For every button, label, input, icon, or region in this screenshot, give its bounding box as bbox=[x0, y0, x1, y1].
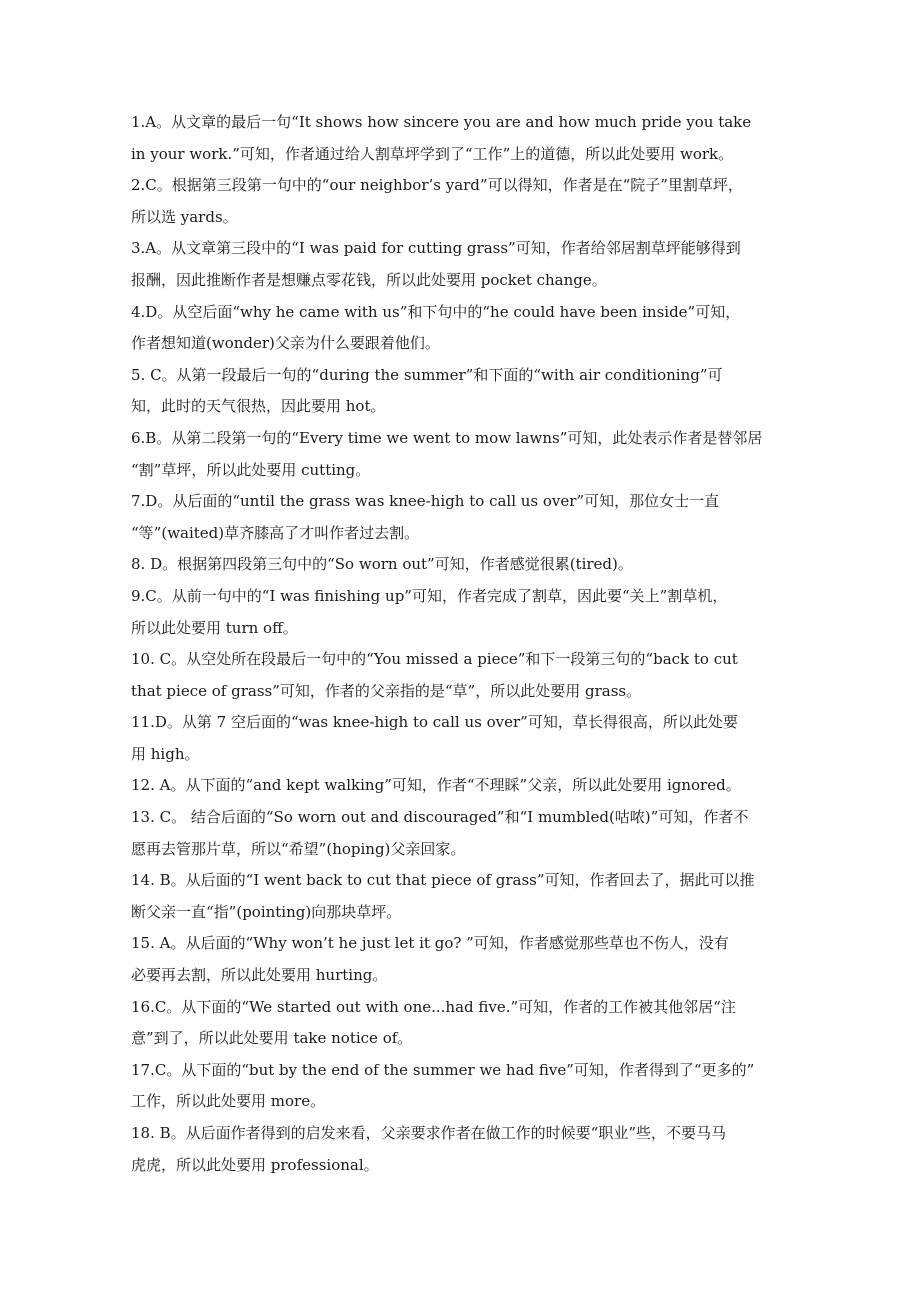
text-line: 作者想知道(wonder)父亲为什么要跟着他们。 bbox=[131, 334, 440, 353]
text-line: 13. C。 结合后面的“So worn out and discouraged”和“I mumbled(咕哝)”可知，作者不 bbox=[131, 808, 749, 827]
text-line: 虎虎，所以此处要用 professional。 bbox=[131, 1155, 379, 1174]
text-line: 愿再去管那片草，所以“希望”(hoping)父亲回家。 bbox=[131, 839, 466, 858]
text-line: “等”(waited)草齐膝高了才叫作者过去割。 bbox=[131, 523, 420, 542]
text-line: 所以此处要用 turn off。 bbox=[131, 618, 298, 637]
text-line: 4.D。从空后面“why he came with us”和下句中的“he could have been inside”可知， bbox=[131, 302, 741, 321]
text-line: 3.A。从文章第三段中的“I was paid for cutting grass”可知，作者给邻居割草坪能够得到 bbox=[131, 239, 741, 258]
text-line: 意”到了，所以此处要用 take notice of。 bbox=[131, 1029, 413, 1048]
text-line: 6.B。从第二段第一句的“Every time we went to mow lawns”可知，此处表示作者是替邻居 bbox=[131, 428, 763, 447]
text-line: 16.C。从下面的“We started out with one...had five.”可知，作者的工作被其他邻居“注 bbox=[131, 997, 736, 1016]
text-line: in your work.”可知，作者通过给人割草坪学到了“工作”上的道德，所以此处要用 work。 bbox=[131, 144, 734, 163]
text-line: 8. D。根据第四段第三句中的“So worn out”可知，作者感觉很累(tired)。 bbox=[131, 555, 633, 574]
text-line: 必要再去割，所以此处要用 hurting。 bbox=[131, 966, 388, 985]
text-line: 5. C。从第一段最后一句的“during the summer”和下面的“with air conditioning”可 bbox=[131, 365, 723, 384]
text-line: that piece of grass”可知，作者的父亲指的是“草”，所以此处要用 grass。 bbox=[131, 681, 642, 700]
text-line: 15. A。从后面的“Why won’t he just let it go? ”可知，作者感觉那些草也不伤人，没有 bbox=[131, 934, 729, 953]
text-line: 12. A。从下面的“and kept walking”可知，作者“不理睬”父亲，所以此处要用 ignored。 bbox=[131, 776, 741, 795]
text-line: 知，此时的天气很热，因此要用 hot。 bbox=[131, 397, 386, 416]
text-line: 用 high。 bbox=[131, 744, 200, 763]
text-line: 11.D。从第 7 空后面的“was knee-high to call us over”可知，草长得很高，所以此处要 bbox=[131, 713, 738, 732]
text-line: 14. B。从后面的“I went back to cut that piece of grass”可知，作者回去了，据此可以推 bbox=[131, 871, 755, 890]
text-line: 1.A。从文章的最后一句“It shows how sincere you are and how much pride you take bbox=[131, 113, 752, 131]
text-line: 断父亲一直“指”(pointing)向那块草坪。 bbox=[131, 902, 402, 921]
answer-explanations bbox=[131, 107, 807, 1181]
text-line: 17.C。从下面的“but by the end of the summer we had five”可知，作者得到了“更多的” bbox=[131, 1060, 755, 1079]
text-line: 10. C。从空处所在段最后一句中的“You missed a piece”和下一段第三句的“back to cut bbox=[131, 650, 738, 669]
text-line: 工作，所以此处要用 more。 bbox=[131, 1092, 326, 1111]
text-line: 所以选 yards。 bbox=[131, 207, 238, 226]
text-line: 9.C。从前一句中的“I was finishing up”可知，作者完成了割草，因此要“关上”割草机， bbox=[131, 586, 728, 605]
text-line: 7.D。从后面的“until the grass was knee-high to call us over”可知，那位女士一直 bbox=[131, 492, 720, 511]
text-line: “割”草坪，所以此处要用 cutting。 bbox=[131, 460, 371, 479]
text-line: 18. B。从后面作者得到的启发来看，父亲要求作者在做工作的时候要“职业”些，不要马马 bbox=[131, 1124, 726, 1142]
text-line: 2.C。根据第三段第一句中的“our neighbor’s yard”可以得知，作者是在“院子”里割草坪， bbox=[131, 176, 743, 195]
text-line: 报酬，因此推断作者是想赚点零花钱，所以此处要用 pocket change。 bbox=[131, 270, 607, 289]
